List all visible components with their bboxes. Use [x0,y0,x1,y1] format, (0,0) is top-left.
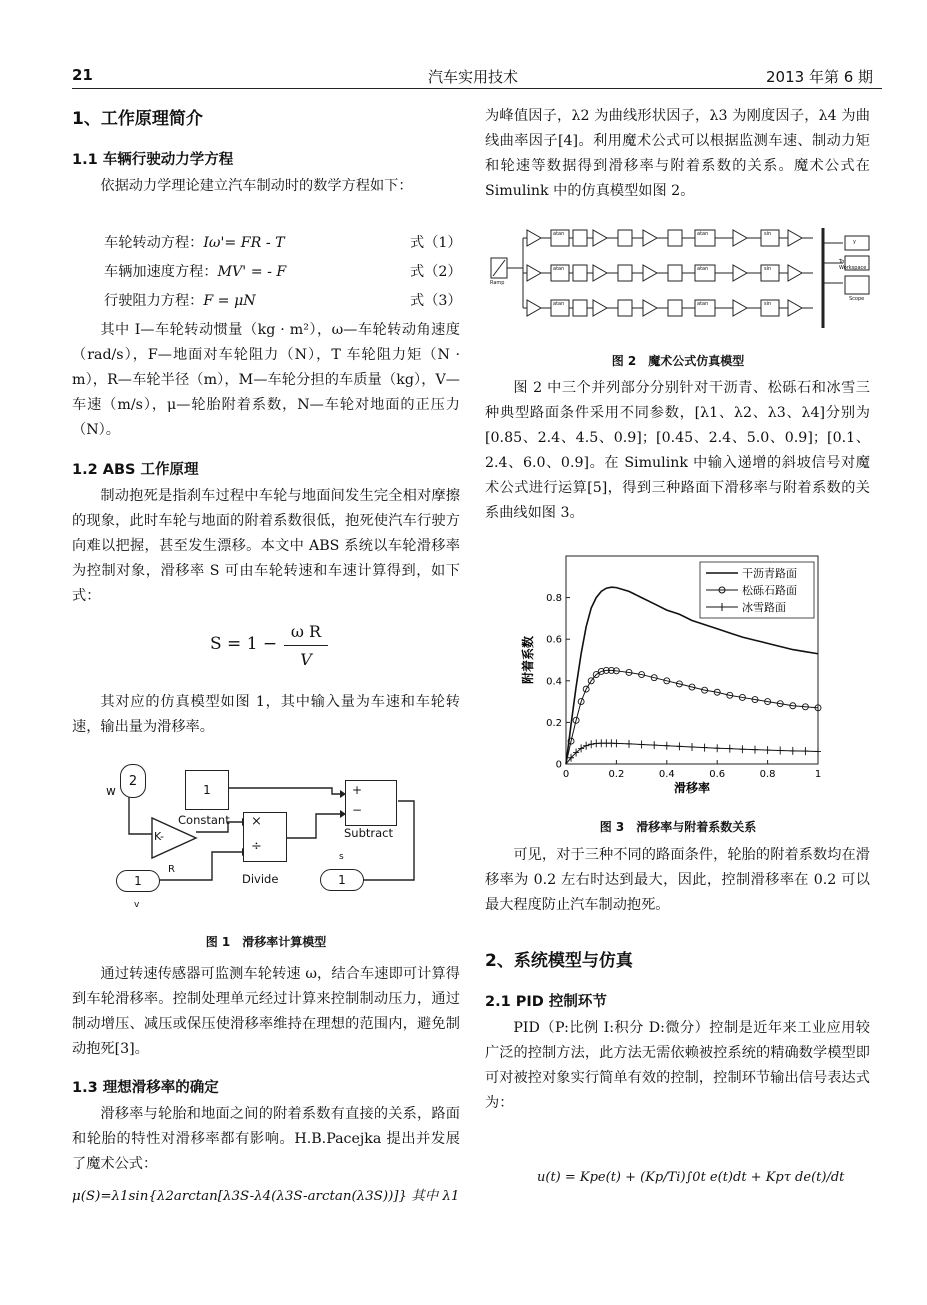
x-tick-label: 0 [562,769,570,780]
fig2-ramp-label: Ramp [490,280,505,286]
fig2-workspace-label: To Workspace [839,259,867,271]
fig2-block-label: atan [697,301,709,307]
slip-formula-lhs: S = 1 − [210,634,278,654]
page-number: 21 [72,66,93,84]
paragraph: PID（P:比例 I:积分 D:微分）控制是近年来工业应用较广泛的控制方法，此方法无需依赖被控系统的精确数学模型即可对被控对象实行简单有效的控制，控制环节输出信号表达式为： [485,1020,870,1111]
fig2-block-label: sin [764,301,772,307]
figure-2-wires [483,218,873,338]
inport-w: 2 [120,764,146,798]
legend-label: 冰雪路面 [742,601,786,614]
header-rule [72,88,882,89]
y-tick-label: 0 [555,759,562,771]
paragraph: 滑移率与轮胎和地面之间的附着系数有直接的关系，路面和轮胎的特性对滑移率都有影响。H.B.Pacejka 提出并发展了魔术公式： [72,1106,460,1172]
fraction-bar [284,645,328,646]
paragraph: 其中 I—车轮转动惯量（kg · m²），ω—车轮转动角速度（rad/s），F—地面对车轮阻力（N），T 车轮阻力矩（N · m），R—车轮半径（m），M—车轮分担的车质量（kg），V—车速（m/s），μ—轮胎附着系数，N—车轮对地面的正压力（N）。 [72,322,460,438]
fig2-scope-label: Scope [849,296,865,302]
equation-expression: F = μN [203,293,256,309]
gain-block-text: K- [154,830,165,843]
inport-v: 1 [116,870,160,892]
x-tick-label: 0.8 [759,769,776,780]
equation-label: 行驶阻力方程： [104,293,204,309]
fig2-block-label: sin [764,231,772,237]
section-1-1-title: 1.1 车辆行驶动力学方程 [72,152,234,168]
slip-formula-denominator: V [300,650,312,669]
section-1-3-title: 1.3 理想滑移率的确定 [72,1080,219,1096]
divide-label: Divide [242,872,279,886]
divide-block [243,812,287,862]
equation-expression: MV' = - F [217,264,287,280]
paragraph: 依据动力学理论建立汽车制动时的数学方程如下： [100,178,413,194]
issue-label: 2013 年第 6 期 [766,68,874,86]
section-2-1-title: 2.1 PID 控制环节 [485,994,607,1010]
section-2-title: 2、系统模型与仿真 [485,951,633,971]
section-1-2-title: 1.2 ABS 工作原理 [72,462,199,478]
inport-v-label: v [134,900,140,910]
equation-label: 车轮转动方程： [104,235,204,251]
fig2-block-label: atan [553,301,565,307]
figure-3-caption: 图 3 滑移率与附着系数关系 [599,820,757,834]
figure-2-diagram [483,218,873,338]
x-tick-label: 0.4 [658,769,675,780]
fig2-block-label: atan [697,266,709,272]
equation-3 [104,290,256,310]
legend-label: 干沥青路面 [742,567,797,580]
equation-number: 式（3） [410,293,462,309]
x-tick-label: 0.6 [709,769,726,780]
paragraph: 通过转速传感器可监测车轮转速 ω，结合车速即可计算得到车轮滑移率。控制处理单元经过计算来控制制动压力，通过制动增压、减压或保压使滑移率维持在理想的范围内，避免制动抱死[3]。 [72,966,460,1057]
figure-1-caption: 图 1 滑移率计算模型 [205,935,327,949]
paragraph: 制动抱死是指刹车过程中车轮与地面间发生完全相对摩擦的现象，此时车轮与地面的附着系数很低，抱死使汽车行驶方向难以把握，甚至发生漂移。本文中 ABS 系统以车轮滑移率为控制对象，滑移率 S 可由车轮转速和车速计算得到，如下式： [72,488,460,604]
fig2-block-label: atan [697,231,709,237]
y-tick-label: 0.2 [546,717,562,729]
x-tick-label: 0.2 [608,769,625,780]
constant-block: 1 [185,770,229,810]
paragraph: 可见，对于三种不同的路面条件，轮胎的附着系数均在滑移率为 0.2 左右时达到最大，因此，控制滑移率在 0.2 可以最大程度防止汽车制动抱死。 [485,847,870,913]
equation-2 [104,261,286,281]
y-tick-label: 0.6 [546,634,562,646]
figure-1-diagram [100,756,430,916]
outport-s-label: s [339,852,344,862]
equation-label: 车辆加速度方程： [104,264,218,280]
y-axis-label: 附着系数 [521,635,535,685]
outport-s: 1 [320,869,364,891]
x-tick-label: 1 [814,769,822,780]
paragraph: 其对应的仿真模型如图 1，其中输入量为车速和车轮转速，输出量为滑移率。 [72,694,460,735]
fig2-block-label: atan [553,231,565,237]
slip-formula-numerator: ω R [290,622,322,641]
y-tick-label: 0.4 [546,676,562,688]
wire-r-label: R [168,864,175,875]
equation-expression: Iω'= FR - T [203,235,285,251]
y-tick-label: 0.8 [546,593,562,605]
subtract-block [345,780,397,826]
x-axis-label: 滑移率 [673,781,711,795]
fig2-block-label: atan [553,266,565,272]
divide-multiply-sign: × [251,814,262,829]
figure-3-chart [510,548,830,798]
section-1-title: 1、工作原理简介 [72,109,203,129]
fig2-block-label: sin [764,266,772,272]
subtract-label: Subtract [344,826,394,840]
legend-label: 松砾石路面 [742,584,797,597]
figure-2-caption: 图 2 魔术公式仿真模型 [611,354,745,368]
paragraph: 图 2 中三个并列部分分别针对干沥青、松砾石和冰雪三种典型路面条件采用不同参数，[λ1、λ2、λ3、λ4]分别为[0.85、2.4、4.5、0.9]；[0.45、2.4、5.0、0.9]；[0.1、2.4、6.0、0.9]。在 Simulink 中输入递增的斜坡信号对魔术公式进行运算[5]，得到三种路面下滑移率与附着系数的关系曲线如图 3。 [485,380,870,521]
constant-label: Constant [178,813,230,827]
inport-w-label: w [106,784,116,798]
subtract-plus: + [352,783,363,797]
pid-formula [537,1160,867,1204]
equation-number: 式（2） [410,264,462,280]
equation-number: 式（1） [410,235,462,251]
equation-1 [104,232,285,252]
pid-formula-text: u(t) = Kpe(t) + (Kp/Ti)∫0t e(t)dt + Kpτ de(t)/dt [537,1170,845,1185]
journal-name: 汽车实用技术 [428,68,519,86]
fig2-out-label: y [853,239,856,245]
paragraph: 为峰值因子，λ2 为曲线形状因子，λ3 为刚度因子，λ4 为曲线曲率因子[4]。利用魔术公式可以根据监测车速、制动力矩和轮速等数据得到滑移率与附着系数的关系。魔术公式在 Simulink 中的仿真模型如图 2。 [485,108,870,199]
subtract-minus: − [352,803,363,817]
magic-formula: μ(S)=λ1sin{λ2arctan[λ3S-λ4(λ3S-arctan(λ3S))]} 其中 λ1 [72,1189,460,1204]
divide-sign: ÷ [251,839,262,854]
